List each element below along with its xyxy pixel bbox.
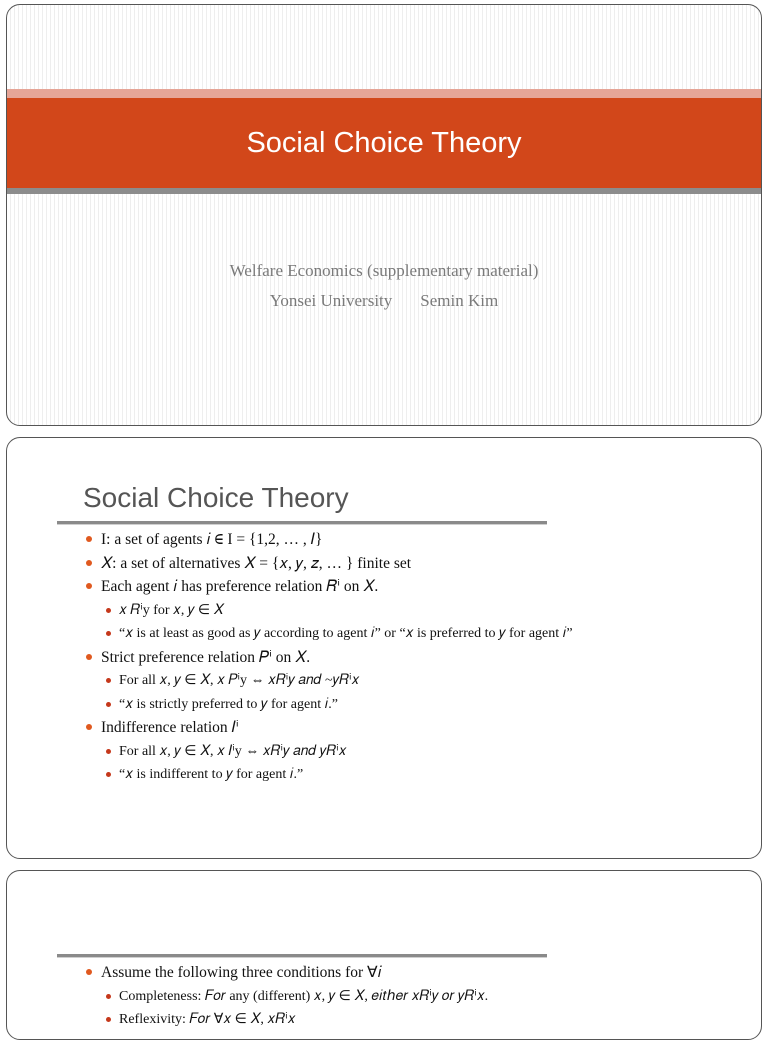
university: Yonsei University (269, 291, 393, 310)
banner-bottom-stripe (7, 188, 761, 194)
subtitle: Welfare Economics (supplementary material) (229, 261, 539, 280)
sub-bullet-item: “𝑥 is indifferent to 𝑦 for agent 𝑖.” (85, 763, 741, 787)
bullet-item: Each agent 𝑖 has preference relation 𝑅ⁱ on 𝑋. (85, 575, 741, 599)
title-banner (7, 98, 761, 188)
slide-title: Social Choice Theory (246, 126, 522, 159)
title-slide (6, 4, 762, 426)
bullet-list (85, 961, 741, 1032)
sub-bullet-item: “𝑥 is at least as good as 𝑦 according to agent 𝑖” or “𝑥 is preferred to 𝑦 for agent 𝑖” (85, 622, 741, 646)
bullet-list (85, 528, 741, 787)
bullet-item: 𝑋: a set of alternatives 𝑋 = {𝑥, 𝑦, 𝑧, … } finite set (85, 552, 741, 576)
bullet-item: Strict preference relation 𝑃ⁱ on 𝑋. (85, 646, 741, 670)
slide-heading: Social Choice Theory (83, 482, 349, 513)
banner-top-stripe (7, 89, 761, 98)
sub-bullet-item: 𝑥 𝑅ⁱy for 𝑥, 𝑦 ∈ 𝑋 (85, 599, 741, 623)
sub-bullet-item: Reflexivity: 𝐹𝑜𝑟 ∀𝑥 ∈ 𝑋, 𝑥𝑅ⁱ𝑥 (85, 1008, 741, 1032)
sub-bullet-item: Completeness: 𝐹𝑜𝑟 any (different) 𝑥, 𝑦 ∈ 𝑋, 𝑒𝑖𝑡ℎ𝑒𝑟 𝑥𝑅ⁱ𝑦 𝑜𝑟 𝑦𝑅ⁱ𝑥. (85, 985, 741, 1009)
bullet-item: Assume the following three conditions for ∀𝑖 (85, 961, 741, 985)
bullet-item: Indifference relation 𝐼ⁱ (85, 716, 741, 740)
heading-rule (57, 521, 547, 525)
affiliation-line (7, 291, 761, 311)
assumptions-slide (6, 870, 762, 1040)
sub-bullet-item: “𝑥 is strictly preferred to 𝑦 for agent 𝑖.” (85, 693, 741, 717)
heading-rule (57, 954, 547, 958)
sub-bullet-item: For all 𝑥, 𝑦 ∈ 𝑋, 𝑥 𝑃ⁱy ⇔ 𝑥𝑅ⁱ𝑦 𝑎𝑛𝑑 ~𝑦𝑅ⁱ𝑥 (85, 669, 741, 693)
author: Semin Kim (420, 291, 499, 310)
bullet-item: I: a set of agents 𝑖 ∈ I = {1,2, … , 𝐼} (85, 528, 741, 552)
sub-bullet-item: For all 𝑥, 𝑦 ∈ 𝑋, 𝑥 𝐼ⁱy ⇔ 𝑥𝑅ⁱ𝑦 𝑎𝑛𝑑 𝑦𝑅ⁱ𝑥 (85, 740, 741, 764)
definitions-slide (6, 437, 762, 859)
